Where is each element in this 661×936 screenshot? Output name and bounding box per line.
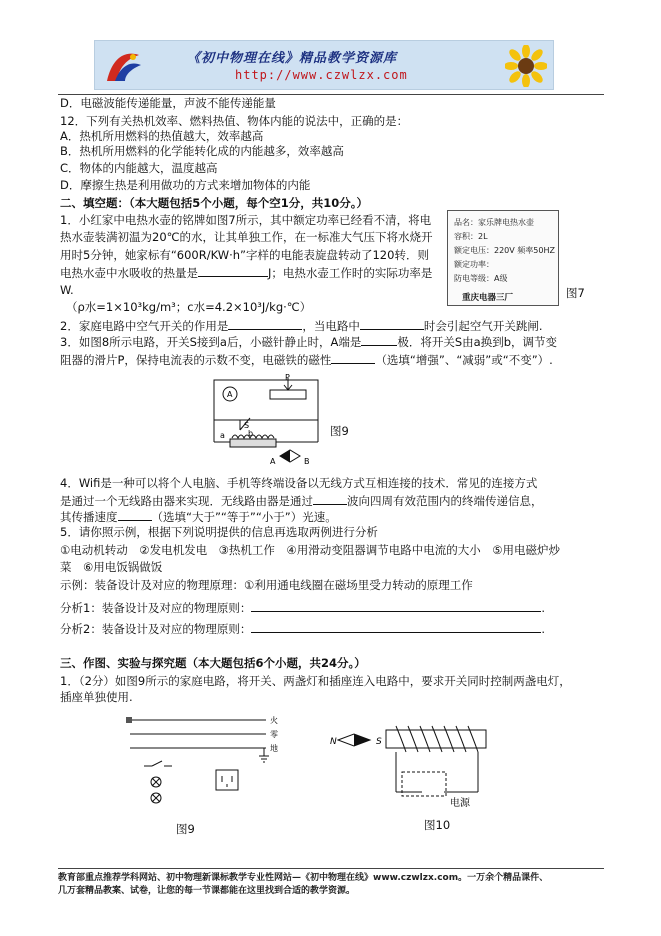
question-5-analysis-2: 分析2：装备设计及对应的物理原则： . bbox=[60, 622, 545, 636]
question-1-line-4 bbox=[60, 265, 432, 281]
q2-text-a: 2．家庭电路中空气开关的作用是 bbox=[60, 319, 229, 333]
question-1-line-1: 1．小红家中电热水壶的铭牌如图7所示，其中额定功率已经看不清，将电 bbox=[60, 213, 432, 227]
question-1-line-5: W. bbox=[60, 283, 74, 297]
option-12b: B．热机所用燃料的化学能转化成的内能越多，效率越高 bbox=[60, 144, 344, 158]
site-logo-icon bbox=[103, 47, 143, 85]
south-pole-label: S bbox=[376, 737, 382, 747]
header-divider bbox=[58, 94, 604, 95]
nameplate-power: 额定功率： bbox=[454, 260, 494, 269]
q1-heat-blank[interactable] bbox=[198, 265, 268, 277]
option-12a: A．热机所用燃料的热值越大，效率越高 bbox=[60, 129, 264, 143]
q4-text-c2: （选填“大于”“等于”“小于”）光速。 bbox=[151, 510, 337, 524]
footer-note bbox=[58, 872, 606, 898]
question-5-analysis-1: 分析1：装备设计及对应的物理原则： . bbox=[60, 601, 545, 615]
question-1-line-3: 用时5分钟，她家标有“600R/KW·h”字样的电能表旋盘转动了120转．则 bbox=[60, 248, 429, 262]
q1-power-text: J；电热水壶工作时的实际功率是 bbox=[268, 266, 433, 280]
q1-heat-text: 电热水壶中水吸收的热量是 bbox=[60, 266, 198, 280]
banner-title: 《初中物理在线》精品教学资源库 bbox=[187, 51, 398, 66]
q4-text-c1: 其传播速度 bbox=[60, 510, 118, 524]
section-3-title: 三、作图、实验与探究题（本大题包括6个小题，共24分。） bbox=[60, 656, 366, 670]
question-3-line-1 bbox=[60, 334, 557, 350]
nameplate-product: 品名：家乐牌电热水壶 bbox=[454, 218, 534, 227]
north-pole-label: N bbox=[330, 737, 337, 747]
electromagnet-circuit-diagram bbox=[200, 372, 320, 466]
question-4-line-3 bbox=[60, 509, 337, 525]
q2-text-c: 时会引起空气开关跳闸. bbox=[423, 319, 543, 333]
question-2 bbox=[60, 318, 542, 334]
footer-line-2: 几万套精品教案、试卷，让您的每一节课都能在这里找到合适的教学资源。 bbox=[58, 886, 356, 896]
solenoid-diagram bbox=[326, 722, 512, 810]
header-banner bbox=[94, 40, 554, 90]
figure-9-caption-top: 图9 bbox=[330, 424, 349, 438]
banner-url[interactable]: http://www.czwlzx.com bbox=[235, 68, 408, 82]
question-1-line-2: 热水壶装满初温为20℃的水，让其单独工作，在一标准大气压下将水烧开 bbox=[60, 230, 433, 244]
ammeter-label: A bbox=[227, 390, 233, 399]
question-4-line-1: 4．Wifi是一种可以将个人电脑、手机等终端设备以无线方式互相连接的技术．常见的连接方式 bbox=[60, 476, 538, 490]
question-5-example: 示例：装备设计及对应的物理原理：①利用通电线圈在磁场里受力转动的原理工作 bbox=[60, 578, 473, 592]
fire-line-label: 火 bbox=[270, 716, 278, 725]
question-5-options-2: 菜 ⑥用电饭锅做饭 bbox=[60, 560, 163, 574]
analysis-1-label: 分析1：装备设计及对应的物理原则： bbox=[60, 601, 252, 615]
footer-line-1: 教育部重点推荐学科网站、初中物理新课标教学专业性网站—《初中物理在线》www.czwlzx.com。一万余个精品课件、 bbox=[58, 873, 549, 883]
q3-blank-1[interactable] bbox=[361, 334, 397, 346]
switch-label: S bbox=[244, 421, 250, 430]
analysis-1-blank[interactable] bbox=[251, 600, 541, 612]
q3-text-b2: （选填“增强”、“减弱”或“不变”）. bbox=[375, 353, 553, 367]
analysis-2-label: 分析2：装备设计及对应的物理原则： bbox=[60, 622, 252, 636]
neutral-line-label: 零 bbox=[270, 730, 278, 739]
q4-text-b2: 波向四周有效范围内的终端传递信息， bbox=[347, 494, 543, 508]
q2-blank-2[interactable] bbox=[360, 318, 424, 330]
footer-divider bbox=[58, 868, 604, 869]
nameplate-maker: 重庆电器三厂 bbox=[462, 293, 514, 303]
nameplate-voltage: 额定电压：220V 频率50HZ bbox=[454, 246, 555, 255]
q3-text-b1: 阻器的滑片P，保持电流表的示数不变，电磁铁的磁性 bbox=[60, 353, 332, 367]
question-3-line-2 bbox=[60, 352, 553, 368]
contact-a-label: a bbox=[220, 431, 225, 440]
figure-7-caption: 图7 bbox=[566, 286, 585, 300]
needle-b-label: B bbox=[304, 457, 310, 466]
question-5: 5．请你照示例，根据下列说明提供的信息再选取两例进行分析 bbox=[60, 525, 378, 539]
question-12: 12．下列有关热机效率、燃料热值、物体内能的说法中，正确的是： bbox=[60, 114, 409, 128]
needle-a-label: A bbox=[270, 457, 276, 466]
q2-text-b: ，当电路中 bbox=[302, 319, 360, 333]
analysis-2-blank[interactable] bbox=[251, 621, 541, 633]
power-source-label: 电源 bbox=[450, 798, 470, 809]
section-2-title: 二、填空题：（本大题包括5个小题，每个空1分，共10分。） bbox=[60, 196, 369, 210]
nameplate-capacity: 容积：2L bbox=[454, 232, 488, 241]
question-1-constants: （ρ水=1×10³kg/m³；c水=4.2×10³J/kg·℃） bbox=[66, 300, 312, 314]
ground-line-label: 地 bbox=[270, 744, 278, 753]
kettle-nameplate bbox=[447, 210, 559, 306]
question-5-options-1: ①电动机转动 ②发电机发电 ③热机工作 ④用滑动变阻器调节电路中电流的大小 ⑤用电磁炉炒 bbox=[60, 543, 561, 557]
option-12d: D．摩擦生热是利用做功的方式来增加物体的内能 bbox=[60, 178, 311, 192]
sunflower-icon bbox=[505, 45, 547, 87]
slider-label: P bbox=[285, 373, 290, 382]
q2-blank-1[interactable] bbox=[228, 318, 302, 330]
question-3-1-line-2: 插座单独使用. bbox=[60, 690, 133, 704]
household-circuit-diagram bbox=[116, 708, 288, 808]
q4-text-b1: 是通过一个无线路由器来实现．无线路由器是通过 bbox=[60, 494, 313, 508]
question-3-1-line-1: 1．（2分）如图9所示的家庭电路，将开关、两盏灯和插座连入电路中，要求开关同时控制两盏电灯， bbox=[60, 674, 571, 688]
q3-text-a1: 3．如图8所示电路，开关S接到a后，小磁针静止时，A端是 bbox=[60, 335, 362, 349]
q3-text-a2: 极．将开关S由a换到b，调节变 bbox=[397, 335, 558, 349]
figure-10-caption: 图10 bbox=[424, 818, 451, 832]
option-11d: D．电磁波能传递能量，声波不能传递能量 bbox=[60, 96, 276, 110]
figure-9-caption-bottom: 图9 bbox=[176, 822, 195, 836]
q4-blank-1[interactable] bbox=[313, 493, 347, 505]
q3-blank-2[interactable] bbox=[331, 352, 375, 364]
question-4-line-2 bbox=[60, 493, 543, 509]
option-12c: C．物体的内能越大，温度越高 bbox=[60, 161, 218, 175]
nameplate-protection: 防电等级：A级 bbox=[454, 274, 508, 283]
q4-blank-2[interactable] bbox=[118, 509, 152, 521]
contact-b-label: b bbox=[248, 429, 254, 438]
